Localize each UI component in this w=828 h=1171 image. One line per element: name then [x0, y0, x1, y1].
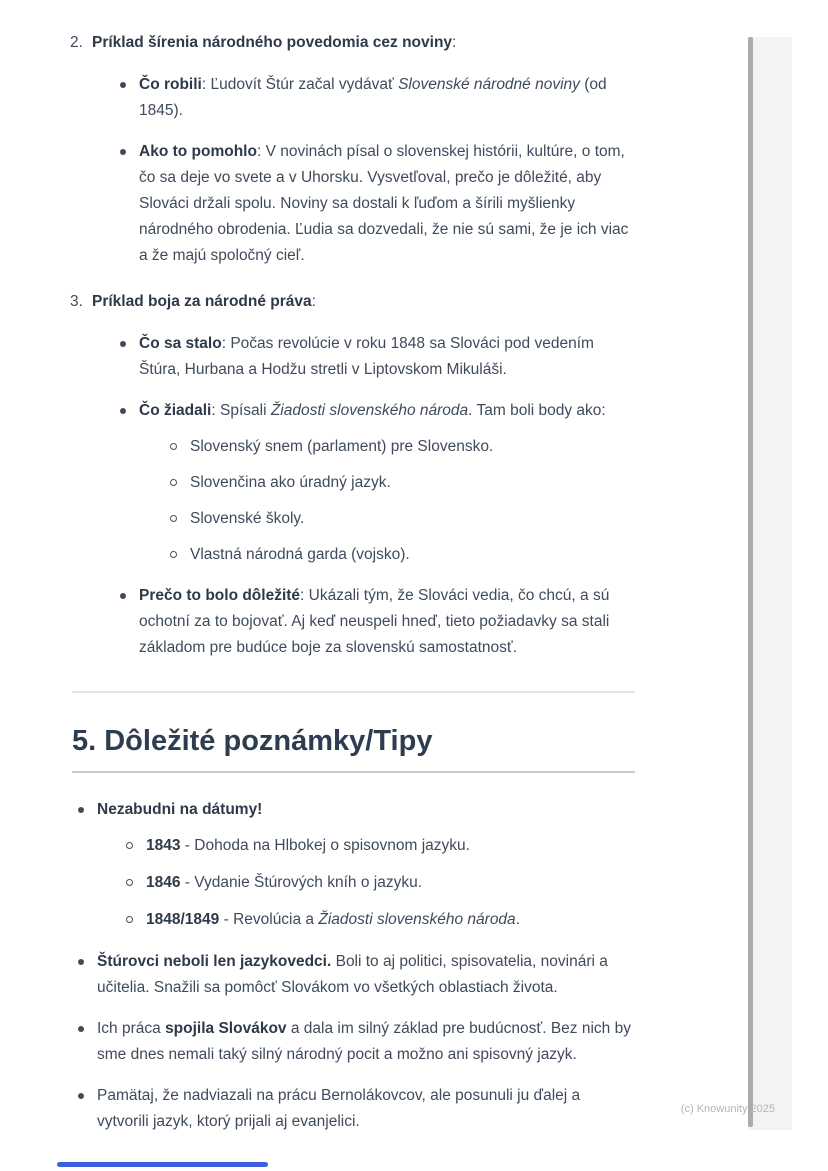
item-title: [92, 30, 635, 56]
bullet-item: [78, 1083, 635, 1135]
bullet-marker-icon: [78, 1026, 84, 1032]
bullet-marker-icon: [120, 341, 126, 347]
bullet-marker-icon: [120, 149, 126, 155]
bullet-italic: Žiadosti slovenského národa: [270, 402, 469, 419]
bullet-text: [139, 583, 635, 661]
date-sep: -: [180, 837, 195, 854]
sub-bullet-text: [146, 907, 635, 933]
bullet-text: [97, 1083, 635, 1135]
date-sep: -: [180, 874, 195, 891]
bullet-lead: Čo žiadali: [139, 402, 212, 419]
bullet-marker-icon: [78, 807, 84, 813]
bullet-item: [120, 331, 635, 383]
sub-bullet-marker-icon: [126, 916, 133, 923]
sub-bullet-marker-icon: [170, 551, 177, 558]
item-title: [92, 289, 635, 315]
bullet-item: [120, 583, 635, 661]
bullet-text: [139, 139, 635, 269]
date-text: Revolúcia a: [233, 911, 319, 928]
bullet-item: [78, 1016, 635, 1068]
date-year: 1846: [146, 874, 181, 891]
bullet-lead: Čo robili: [139, 76, 202, 93]
bullet-body: Spísali: [219, 402, 271, 419]
scrollbar[interactable]: [748, 37, 792, 1130]
sub-bullet-marker-icon: [170, 479, 177, 486]
bullet-sep: :: [256, 143, 266, 160]
bullet-text: [139, 72, 635, 124]
page-progress-bar: [57, 1162, 268, 1167]
bullet-bold: spojila Slovákov: [165, 1020, 287, 1037]
bullet-body: Ich práca: [97, 1020, 166, 1037]
sub-bullet-item: [126, 833, 635, 859]
ordered-item-2: [70, 30, 635, 56]
document-content: [0, 30, 828, 1150]
bullet-sep: :: [221, 335, 231, 352]
bullet-item: [78, 797, 635, 823]
bullet-body-2: a dala im silný základ pre budúcnosť. Bez nich by sme dnes nemali taký silný národný pocit a možno ani spisovný jazyk.: [97, 1020, 631, 1063]
sub-bullet-item: [170, 470, 635, 496]
date-sep: -: [219, 911, 234, 928]
bullet-body: Boli to aj politici, spisovatelia, novinári a učitelia. Snažili sa pomôcť Slovákom vo všetkých oblastiach života.: [97, 953, 608, 996]
sub-bullet-item: [126, 870, 635, 896]
scrollbar-thumb[interactable]: [748, 37, 753, 1127]
bullet-italic: Slovenské národné noviny: [398, 76, 580, 93]
date-italic: Žiadosti slovenského národa: [318, 911, 516, 928]
date-text-2: .: [515, 911, 520, 928]
bullet-lead: Štúrovci neboli len jazykovedci.: [97, 953, 332, 970]
sub-bullet-item: [170, 434, 635, 460]
bullet-marker-icon: [120, 408, 126, 414]
bullet-body: V novinách písal o slovenskej histórii, kultúre, o tom, čo sa deje vo svete a v Uhorsku. Vysvetľoval, prečo je dôležité, aby Slováci držali spolu. Noviny sa dostali k ľuďom a šírili myšlienky národného obrodenia. Ľudia sa dozvedali, že nie sú sami, že je ich viac a že majú spoločný cieľ.: [139, 143, 629, 264]
ordered-item-3: [70, 289, 635, 315]
sub-bullet-item: [170, 542, 635, 568]
bullet-sep: :: [201, 76, 211, 93]
item-title-bold: Príklad šírenia národného povedomia cez noviny: [92, 34, 453, 51]
bullet-marker-icon: [78, 959, 84, 965]
bullet-lead: Ako to pomohlo: [139, 143, 257, 160]
bullet-text: [139, 331, 635, 383]
date-year: 1843: [146, 837, 181, 854]
bullet-sep: :: [300, 587, 309, 604]
sub-bullet-item: [170, 506, 635, 532]
bullet-body: Ukázali tým, že Slováci vedia, čo chcú, a sú ochotní za to bojovať. Aj keď neuspeli hneď, tieto požiadavky sa stali základom pre budúce boje za slovenskú samostatnosť.: [139, 587, 610, 656]
sub-bullet-marker-icon: [126, 842, 133, 849]
item-number: 2.: [70, 34, 83, 51]
bullet-text: [97, 1016, 635, 1068]
bullet-marker-icon: [78, 1093, 84, 1099]
sub-bullet-text: Slovenčina ako úradný jazyk.: [190, 474, 391, 491]
section-heading: 5. Dôležité poznámky/Tipy: [72, 723, 635, 773]
bullet-text: [139, 398, 635, 424]
bullet-body-2: (od 1845).: [139, 76, 607, 119]
bullet-body: Ľudovít Štúr začal vydávať: [210, 76, 399, 93]
bullet-item: [78, 949, 635, 1001]
bullet-text: [97, 949, 635, 1001]
sub-bullet-text: [146, 870, 635, 896]
bullet-marker-icon: [120, 593, 126, 599]
bullet-item: [120, 72, 635, 124]
sub-bullet-marker-icon: [170, 515, 177, 522]
bullet-body-2: . Tam boli body ako:: [468, 402, 606, 419]
bullet-marker-icon: [120, 82, 126, 88]
sub-bullet-marker-icon: [126, 879, 133, 886]
bullet-text: [97, 797, 635, 823]
bullet-body: Pamätaj, že nadviazali na prácu Bernolákovcov, ale posunuli ju ďalej a vytvorili jazyk, ktorý prijali aj evanjelici.: [97, 1087, 581, 1130]
sub-bullet-text: [146, 833, 635, 859]
sub-bullet-text: Slovenské školy.: [190, 510, 305, 527]
item-number: 3.: [70, 293, 83, 310]
bullet-body: Počas revolúcie v roku 1848 sa Slováci pod vedením Štúra, Hurbana a Hodžu stretli v Liptovskom Mikuláši.: [139, 335, 594, 378]
sub-bullet-text: Vlastná národná garda (vojsko).: [190, 546, 410, 563]
date-text: Dohoda na Hlbokej o spisovnom jazyku.: [194, 837, 470, 854]
bullet-item: [120, 139, 635, 269]
section-divider: [72, 691, 635, 693]
bullet-item: [120, 398, 635, 424]
sub-bullet-text: Slovenský snem (parlament) pre Slovensko.: [190, 438, 494, 455]
bullet-lead: Čo sa stalo: [139, 335, 222, 352]
date-text: Vydanie Štúrových kníh o jazyku.: [194, 874, 423, 891]
item-title-suffix: :: [452, 34, 457, 51]
bullet-lead: Prečo to bolo dôležité: [139, 587, 301, 604]
sub-bullet-item: [126, 907, 635, 933]
item-title-bold: Príklad boja za národné práva: [92, 293, 312, 310]
bullet-lead: Nezabudni na dátumy!: [97, 801, 263, 818]
bullet-sep: :: [211, 402, 220, 419]
footer-copyright: (c) Knowunity 2025: [680, 1103, 775, 1115]
sub-bullet-marker-icon: [170, 443, 177, 450]
item-title-suffix: :: [311, 293, 316, 310]
date-year: 1848/1849: [146, 911, 220, 928]
